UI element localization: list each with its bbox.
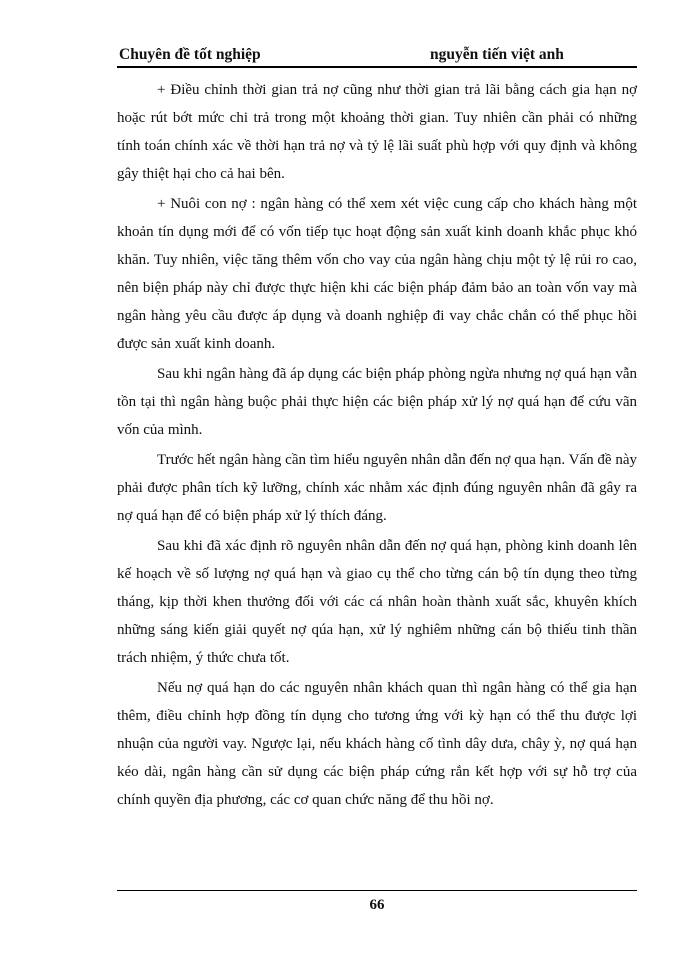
paragraph-after-prevention: Sau khi ngân hàng đã áp dụng các biện pháp phòng ngừa nhưng nợ quá hạn vẫn tồn tại thì ngân hàng buộc phải thực hiện các biện pháp xử lý nợ quá hạn để cứu vãn vốn của mình. [117,366,637,438]
paragraph-plan-handling: Sau khi đã xác định rõ nguyên nhân dẫn đến nợ quá hạn, phòng kinh doanh lên kế hoạch về số lượng nợ quá hạn và giao cụ thể cho từng cán bộ tín dụng theo từng tháng, kịp thời khen thưởng đối với các cá nhân hoàn thành xuất sắc, khuyên khích những sáng kiến giải quyết nợ qúa hạn, xử lý nghiêm những cán bộ thiếu tinh thần trách nhiệm, ý thức chưa tốt. [117,538,637,666]
page-number: 66 [369,897,385,913]
paragraph-new-credit: + Nuôi con nợ : ngân hàng có thể xem xét việc cung cấp cho khách hàng một khoản tín dụng mới để có vốn tiếp tục hoạt động sản xuất kinh doanh khắc phục khó khăn. Tuy nhiên, việc tăng thêm vốn cho vay của ngân hàng chịu một tỷ lệ rủi ro cao, nên biện pháp này chỉ được thực hiện khi các biện pháp đảm bảo an toàn vốn vay mà ngân hàng yêu cầu được áp dụng và doanh nghiệp đi vay chắc chắn có thể phục hồi được sản xuất kinh doanh. [117,196,637,352]
paragraph-objective-causes: Nếu nợ quá hạn do các nguyên nhân khách quan thì ngân hàng có thể gia hạn thêm, điều chỉnh hợp đồng tín dụng cho tương ứng với kỳ hạn có thể thu được lợi nhuận của người vay. Ngược lại, nếu khách hàng cố tình dây dưa, chây ỳ, nợ quá hạn kéo dài, ngân hàng cần sử dụng các biện pháp cứng rắn kết hợp với sự hỗ trợ của chính quyền địa phương, các cơ quan chức năng để thu hồi nợ. [117,680,637,808]
author-name: nguyễn tiến việt anh [430,46,564,63]
body-text [117,76,637,814]
footer-divider [117,890,637,891]
page-header [117,42,637,68]
paragraph-adjust-repayment: + Điều chỉnh thời gian trả nợ cũng như thời gian trả lãi bằng cách gia hạn nợ hoặc rút bớt mức chi trả trong một khoảng thời gian. Tuy nhiên cần phải có những tính toán chính xác về thời hạn trả nợ và tỷ lệ lãi suất phù hợp với quy định và không gây thiệt hại cho cả hai bên. [117,82,637,182]
paragraph-find-causes: Trước hết ngân hàng cần tìm hiểu nguyên nhân dẫn đến nợ qua hạn. Vấn đề này phải được phân tích kỹ lưỡng, chính xác nhằm xác định đúng nguyên nhân đã gây ra nợ quá hạn để có biện pháp xử lý thích đáng. [117,452,637,524]
document-title: Chuyên đề tốt nghiệp [119,46,261,63]
